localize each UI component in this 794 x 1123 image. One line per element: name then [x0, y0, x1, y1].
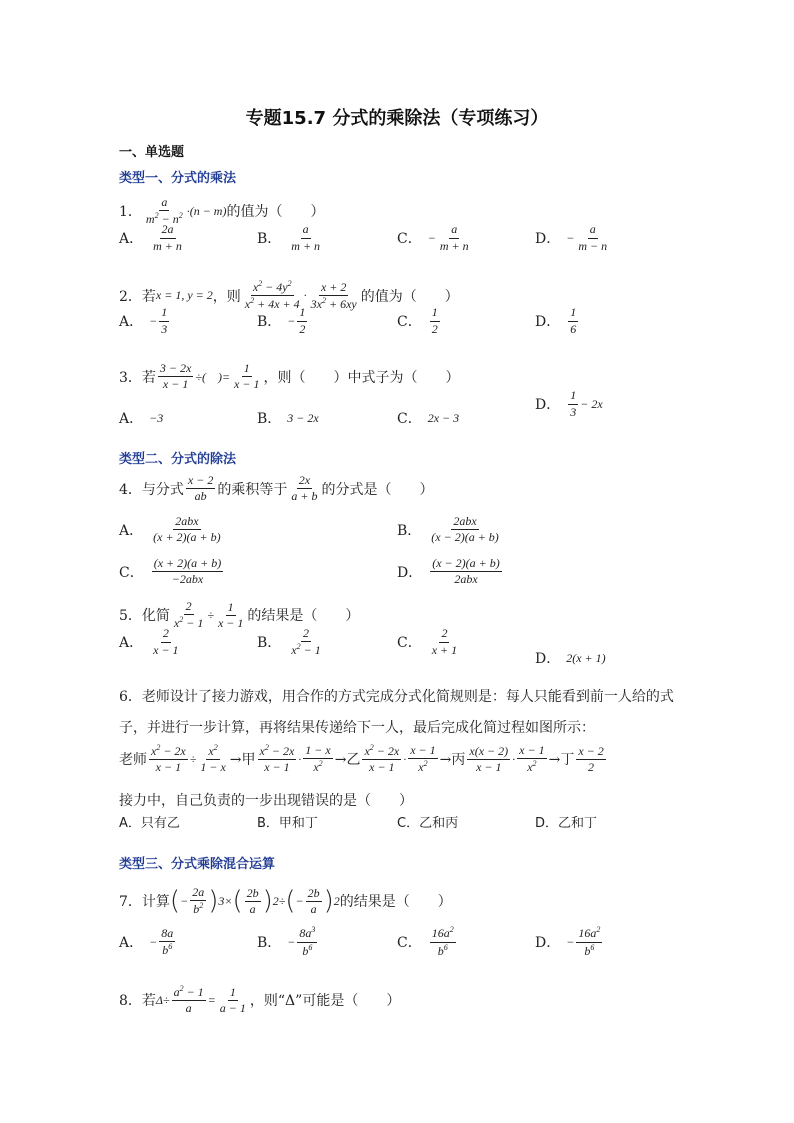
question-4: 4．与分式 $\frac{x - 2}{ab}$ 的乘积等于 $\frac{2x}{a + b}$ 的分式是（ ）	[119, 473, 434, 504]
question-6-chain: 老师 $\frac{x^2 - 2x}{x - 1}$ ÷ $\frac{x^2}{1 - x}$ →甲 $\frac{x^2 - 2x}{x - 1}$ · $\frac{1 - x}{x^2}$ →乙 $\frac{x^2 - 2x}{x - 1}$ · $\frac{x - 1}{x^2}$ →丙 $\frac{x(x - 2)}{x - 1}$ · $\frac{x - 1}{x^2}$ →丁 $\frac{x - 2}{2}$	[119, 743, 604, 775]
question-6-line1: 6．老师设计了接力游戏，用合作的方式完成分式化简规则是：每人只能看到前一人给的式	[119, 689, 674, 705]
q6-option-c[interactable]: C．乙和丙	[397, 815, 459, 831]
q1-option-a[interactable]: A． $\frac{2a}{m + n}$	[119, 222, 182, 253]
q3-option-b[interactable]: B． 3 − 2x	[257, 410, 319, 427]
q6-option-b[interactable]: B．甲和丁	[257, 815, 318, 831]
q2-option-a[interactable]: A． − $\frac{1}{3}$	[119, 305, 168, 336]
q4-option-d[interactable]: D． $\frac{(x - 2)(a + b)}{\text{2abx}}$	[397, 556, 500, 587]
type-heading-2: 类型二、分式的除法	[119, 452, 237, 467]
q6-option-a[interactable]: A．只有乙	[119, 815, 180, 831]
question-5: 5．化简 $\frac{2}{x^2 - 1}$ ÷ $\frac{1}{x - 1}$ 的结果是（ ）	[119, 599, 360, 631]
q3-option-d[interactable]: D． $\frac{1}{3}$ − 2x	[535, 388, 603, 419]
q7-option-c[interactable]: C． $\frac{16a^2}{b^6}$	[397, 925, 454, 958]
q1-option-c[interactable]: C． − $\frac{a}{m + n}$	[397, 222, 469, 253]
question-8: 8．若 Δ÷ $\frac{a^2 - 1}{a}$ = $\frac{1}{a - 1}$ ，则“Δ”可能是（ ）	[119, 984, 401, 1016]
question-1: 1． $\frac{a}{m^2 - n^2}$ ·(n − m) 的值为（ ）	[119, 195, 325, 227]
q3-option-a[interactable]: A． −3	[119, 410, 164, 427]
q2-option-c[interactable]: C． $\frac{1}{2}$	[397, 305, 438, 336]
question-6-line2: 子，并进行一步计算，再将结果传递给下一人，最后完成化简过程如图所示：	[119, 720, 595, 736]
q7-option-b[interactable]: B． − $\frac{8a^3}{b^6}$	[257, 925, 316, 958]
q3-option-c[interactable]: C． 2x − 3	[397, 410, 460, 427]
question-2: 2．若 x = 1, y = 2 ，则 $\frac{x^2 - 4y^2}{x^2 + 4x + 4}$ · $\frac{x + 2}{3x^2 + 6xy}$ 的值为（ ）	[119, 279, 459, 312]
q5-option-d[interactable]: D． 2(x + 1)	[535, 650, 606, 667]
q2-option-d[interactable]: D． $\frac{1}{6}$	[535, 305, 577, 336]
q4-option-c[interactable]: C． $\frac{(x + 2)(a + b)}{\text{−2abx}}$	[119, 556, 222, 587]
q2-option-b[interactable]: B． − $\frac{1}{2}$	[257, 305, 306, 336]
q7-option-a[interactable]: A． − $\frac{8a}{b^6}$	[119, 925, 174, 957]
q1-option-d[interactable]: D． − $\frac{a}{m - n}$	[535, 222, 608, 253]
q1-number: 1．	[119, 204, 142, 221]
q1-tail: 的值为（ ）	[226, 204, 325, 221]
q6-option-d[interactable]: D．乙和丁	[535, 815, 598, 831]
section-heading: 一、单选题	[119, 145, 185, 160]
question-7: 7．计算 ( − $\frac{2a}{b^2}$ ) 3 × ( $\frac{2b}{a}$ ) 2 ÷ ( − $\frac{2b}{a}$ ) 2 的结果是（ ）	[119, 885, 452, 917]
q7-option-d[interactable]: D． − $\frac{16a^2}{b^6}$	[535, 925, 601, 958]
question-3: 3．若 $\frac{3 - 2x}{x - 1}$ ÷( )= $\frac{1}{x - 1}$ ，则（ ）中式子为（ ）	[119, 361, 460, 392]
q5-option-b[interactable]: B． $\frac{2}{x^2 - 1}$	[257, 625, 321, 657]
q5-option-a[interactable]: A． $\frac{2}{x - 1}$	[119, 626, 179, 657]
question-6-line4: 接力中，自己负责的一步出现错误的是（ ）	[119, 793, 413, 809]
q1-fraction: $\frac{a}{m^2 - n^2}$	[145, 195, 183, 227]
page-title: 专题15.7 分式的乘除法（专项练习）	[245, 108, 549, 129]
type-heading-1: 类型一、分式的乘法	[119, 171, 237, 186]
type-heading-3: 类型三、分式乘除混合运算	[119, 857, 276, 872]
q4-option-b[interactable]: B． $\frac{\text{2abx}}{(x - 2)(a + b)}$	[397, 514, 499, 545]
q1-option-b[interactable]: B． $\frac{a}{m + n}$	[257, 222, 321, 253]
q5-option-c[interactable]: C． $\frac{2}{x + 1}$	[397, 626, 458, 657]
q4-option-a[interactable]: A． $\frac{\text{2abx}}{(x + 2)(a + b)}$	[119, 514, 221, 545]
